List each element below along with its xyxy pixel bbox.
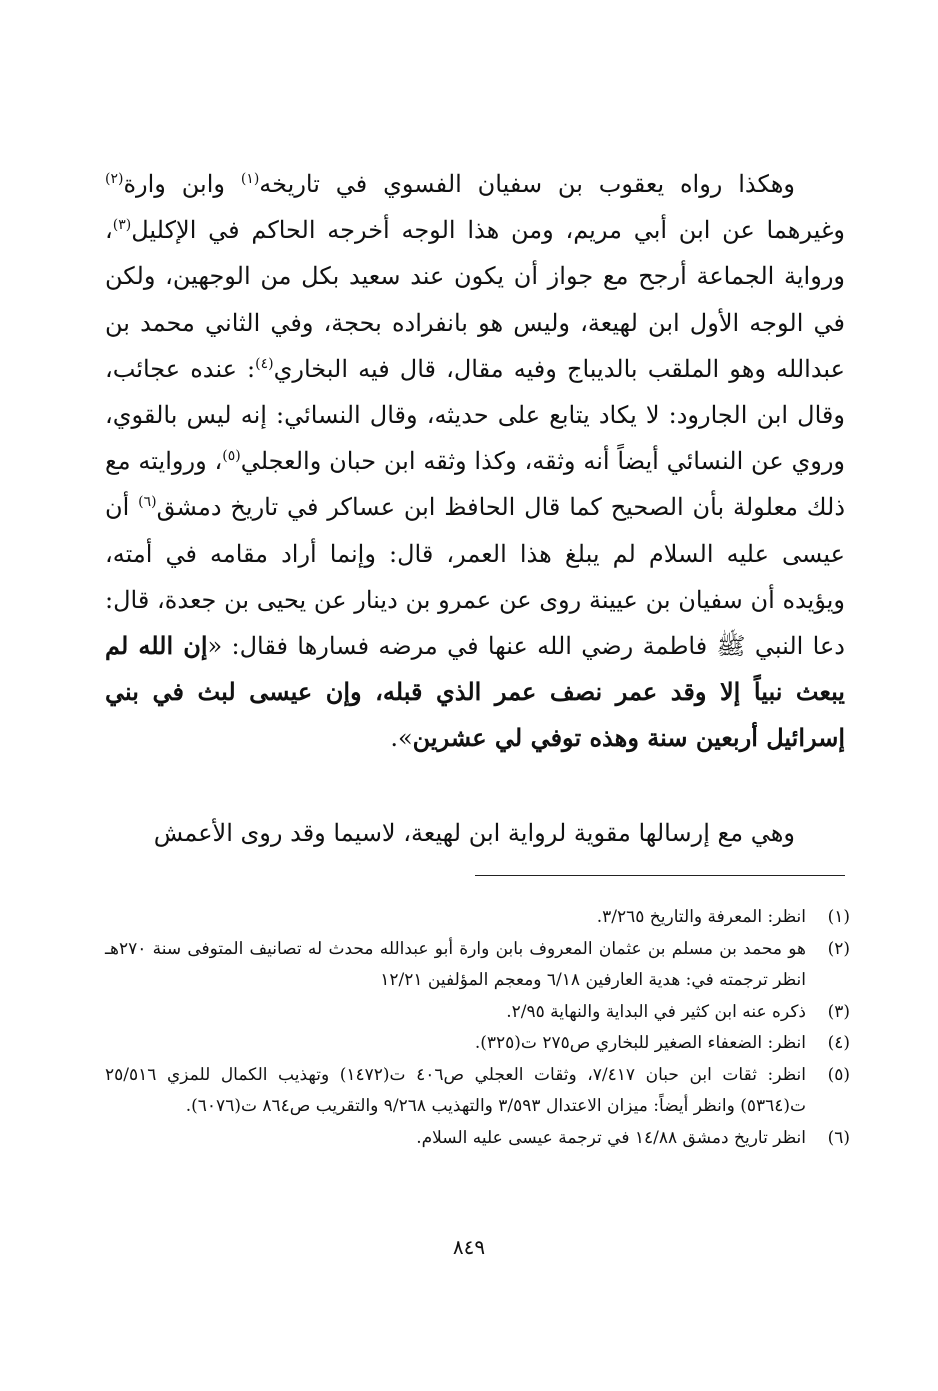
footnote-text: انظر: الضعفاء الصغير للبخاري ص٢٧٥ ت(٣٢٥).: [474, 1033, 806, 1053]
footnote-reference: (٦): [138, 494, 157, 511]
text-run: ، ورواية الجماعة أرجح مع جواز أن يكون عند سعيد بكل من الوجهين، ولكن في الوجه الأول ابن لهيعة، وليس هو بانفراده بحجة، وفي الثاني محمد بن عبدالله وهو الملقب بالديباج وفيه مقال، قال فيه البخاري: [105, 216, 845, 383]
footnote-item: [105, 997, 850, 1029]
footnote-reference: (٢): [105, 171, 124, 187]
main-paragraph: [105, 161, 845, 762]
hadith-text: إن الله لم يبعث نبياً إلا وقد عمر نصف عمر الذي قبله، وإن عيسى لبث في بني إسرائيل أربعين سنة وهذه توفي لي عشرين: [105, 631, 845, 753]
footnote-number: (٦): [827, 1127, 850, 1148]
footnote-number: (٢): [827, 938, 850, 959]
page-number: ٨٤٩: [452, 1235, 486, 1259]
footnote-item: [105, 934, 850, 997]
footnote-text: انظر: المعرفة والتاريخ ٣/٢٦٥.: [596, 907, 806, 927]
footnotes: [105, 902, 850, 1154]
footnote-separator: [475, 875, 845, 876]
footnote-number: (٤): [827, 1033, 850, 1053]
footnote-text: ذكره عنه ابن كثير في البداية والنهاية ٢/٩٥.: [506, 1001, 806, 1022]
text-run: وهي مع إرسالها مقوية لرواية ابن لهيعة، لاسيما وقد روى الأعمش: [153, 819, 795, 847]
footnote-item: [105, 1123, 850, 1155]
text-run: ، وروايته مع ذلك معلولة بأن الصحيح كما قال الحافظ ابن عساكر في تاريخ دمشق: [105, 447, 846, 522]
footnote-text: هو محمد بن مسلم بن عثمان المعروف بابن وارة أبو عبدالله محدث له تصانيف المتوفى سنة ٢٧٠هـ انظر ترجمته في: هدية العارفين ٦/١٨ ومعجم المؤلفين ١٢/٢١: [105, 938, 806, 990]
text-run: ».: [390, 724, 413, 753]
footnote-item: [105, 1060, 850, 1123]
paragraph-2: [105, 810, 845, 856]
paragraph-1: [105, 161, 845, 762]
footnote-item: [105, 902, 850, 934]
footnote-number: (١): [827, 907, 850, 927]
text-run: وغيرهما عن ابن أبي مريم، ومن هذا الوجه أخرجه الحاكم في الإكليل: [131, 216, 845, 245]
footnote-reference: (٥): [222, 448, 241, 465]
footnote-reference: (١): [240, 171, 260, 187]
text-run: وهكذا رواه يعقوب بن سفيان الفسوي في تاريخه: [259, 170, 796, 198]
text-run: : عنده عجائب، وقال ابن الجارود: لا يكاد يتابع على حديثه، وقال النسائي: إنه ليس بالقوي، وروي عن النسائي أيضاً أنه وثقه، وكذا وثقه ابن حبان والعجلي: [105, 354, 845, 476]
footnote-number: (٥): [827, 1064, 850, 1085]
footnote-text: انظر تاريخ دمشق ١٤/٨٨ في ترجمة عيسى عليه السلام.: [416, 1127, 806, 1148]
text-run: وابن وارة: [123, 170, 241, 198]
continuation-paragraph: [105, 810, 845, 856]
footnote-number: (٣): [827, 1001, 850, 1022]
footnote-reference: (٣): [112, 217, 132, 234]
footnote-text: انظر: ثقات ابن حبان ٧/٤١٧، وثقات العجلي ص٤٠٦ ت(١٤٧٢) وتهذيب الكمال للمزي ٢٥/٥١٦ ت(٥٣٦٤) وانظر أيضاً: ميزان الاعتدال ٣/٥٩٣ والتهذيب ٩/٢٦٨ والتقريب ص٨٦٤ ت(٦٠٧٦).: [105, 1064, 806, 1116]
footnote-item: [105, 1028, 850, 1060]
text-run: أن عيسى عليه السلام لم يبلغ هذا العمر، قال: وإنما أراد مقامه في أمته، ويؤيده أن سفيان بن عيينة روى عن عمرو بن دينار عن يحيى بن جعدة، قال: دعا النبي ﷺ فاطمة رضي الله عنها في مرضه فسارها فقال: «: [105, 493, 845, 661]
footnote-reference: (٤): [255, 355, 274, 372]
